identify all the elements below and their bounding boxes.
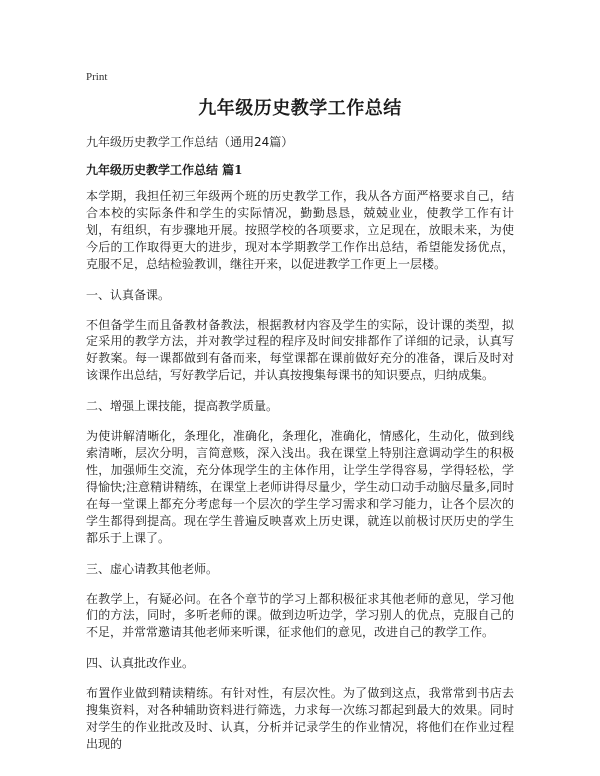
part1-paragraph: 不但备学生而且备教材备教法，根据教材内容及学生的实际，设计课的类型，拟定采用的教学方法，并对教学过程的程序及时间安排都作了详细的记录，认真写好教案。每一课都做到有备而来，每堂课都在课前做好充分的准备，课后及时对该课作出总结，写好教学后记，并认真按搜集每课书的知识要点，归纳成集。 [86, 317, 514, 383]
section-heading: 九年级历史教学工作总结 篇1 [86, 163, 243, 177]
page-title: 九年级历史教学工作总结 [198, 98, 402, 119]
part1-heading: 一、认真备课。 [86, 287, 171, 302]
document-subtitle: 九年级历史教学工作总结（通用24篇） [86, 135, 294, 149]
part4-paragraph: 布置作业做到精读精练。有针对性，有层次性。为了做到这点，我常常到书店去搜集资料，对各种辅助资料进行筛选，力求每一次练习都起到最大的效果。同时对学生的作业批改及时、认真，分析并记录学生的作业情况，将他们在作业过程出现的 [86, 686, 514, 751]
intro-paragraph: 本学期，我担任初三年级两个班的历史教学工作，我从各方面严格要求自己，结合本校的实际条件和学生的实际情况，勤勤恳恳，兢兢业业，使教学工作有计划，有组织，有步骤地开展。按照学校的各项要求，立足现在，放眼未来，为使今后的工作取得更大的进步，现对本学期教学工作作出总结，希望能发扬优点，克服不足，总结检验教训，继往开来，以促进教学工作更上一层楼。 [86, 189, 514, 271]
part3-heading: 三、虚心请教其他老师。 [86, 561, 219, 576]
part2-paragraph: 为使讲解清晰化，条理化，准确化，条理化，准确化，情感化，生动化，做到线索清晰，层次分明，言简意赅，深入浅出。我在课堂上特别注意调动学生的积极性，加强师生交流，充分体现学生的主体作用，让学生学得容易，学得轻松，学得愉快;注意精讲精练，在课堂上老师讲得尽量少，学生动口动手动脑尽量多,同时在每一堂课上都充分考虑每一个层次的学生学习需求和学习能力，让各个层次的学生都得到提高。现在学生普遍反映喜欢上历史课，就连以前极讨厌历史的学生都乐于上课了。 [86, 429, 514, 545]
print-label: Print [86, 71, 108, 83]
part2-heading: 二、增强上课技能，提高教学质量。 [86, 399, 279, 414]
part4-heading: 四、认真批改作业。 [86, 656, 195, 671]
part3-paragraph: 在教学上，有疑必问。在各个章节的学习上都积极征求其他老师的意见，学习他们的方法，同时，多听老师的课。做到边听边学，学习别人的优点，克服自己的不足，并常常邀请其他老师来听课，征求他们的意见，改进自己的教学工作。 [86, 591, 514, 640]
